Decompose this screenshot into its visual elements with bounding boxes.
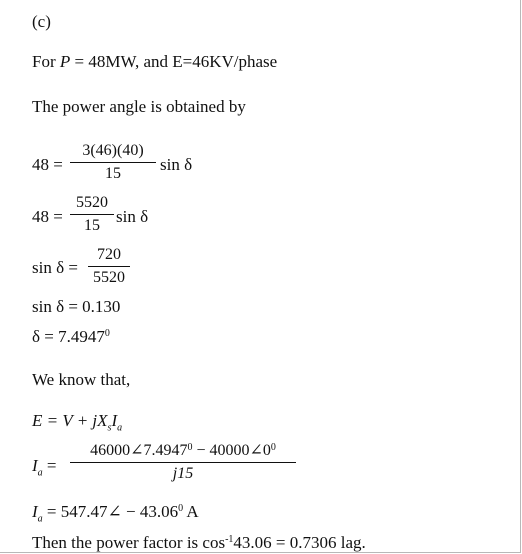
intro-line: The power angle is obtained by: [32, 97, 246, 116]
eq1-rhs: sin δ: [160, 155, 193, 174]
eq1-lhs: 48 =: [32, 155, 63, 174]
eq8-val: = 547.47∠ − 43.06: [46, 502, 179, 521]
given-p-eq: = 48MW, and E=46KV/phase: [74, 52, 278, 71]
eq1-denominator: 15: [105, 165, 121, 182]
eq6-e: E: [32, 411, 43, 430]
eq1-numerator: 3(46)(40): [82, 142, 144, 159]
conclusion-rest: 43.06 = 0.7306 lag.: [233, 533, 366, 552]
eq7-sub-a: a: [37, 467, 43, 479]
eq7-sup2: 0: [270, 442, 276, 453]
eq7-num-a: 46000∠7.4947: [90, 442, 188, 459]
given-prefix: For: [32, 52, 56, 71]
eq8-unit: A: [183, 502, 199, 521]
eq2-lhs: 48 =: [32, 207, 63, 226]
given-line: [32, 52, 277, 72]
eq1-fraction: [70, 142, 156, 183]
eq7-sup1: 0: [187, 442, 193, 453]
eq5-line: [32, 327, 110, 347]
eq6-line: [32, 411, 122, 438]
eq8-i: I: [32, 502, 38, 521]
eq8-sub-a: a: [37, 513, 43, 525]
eq7-fraction: [70, 442, 296, 483]
conclusion-sup: -1: [225, 534, 234, 545]
eq7-i: I: [32, 456, 38, 475]
eq2-denominator: 15: [84, 217, 100, 234]
eq3-numerator: 720: [97, 246, 121, 263]
eq3-lhs: sin δ =: [32, 258, 78, 277]
eq8-line: [32, 502, 199, 529]
eq6-sub-s: s: [107, 422, 112, 434]
eq4-line: sin δ = 0.130: [32, 297, 121, 316]
eq2-rhs: sin δ: [116, 207, 149, 226]
part-label: (c): [32, 12, 51, 31]
eq7-denominator: j15: [172, 465, 194, 482]
conclusion-line: [32, 533, 366, 553]
eq6-sub-a: a: [117, 422, 123, 434]
know-line: We know that,: [32, 370, 131, 389]
eq6-eqpart: = V + jX: [46, 411, 108, 430]
eq8-sup: 0: [178, 503, 184, 514]
eq7-num-b: − 40000∠0: [192, 442, 271, 459]
eq5-sup: 0: [104, 328, 110, 339]
eq7-eq: =: [46, 456, 57, 475]
eq3-fraction: [88, 246, 130, 287]
eq2-fraction: [70, 194, 114, 235]
given-p-var: P: [59, 52, 71, 71]
eq6-i: I: [111, 411, 118, 430]
conclusion-text: Then the power factor is cos: [32, 533, 226, 552]
eq3-denominator: 5520: [93, 269, 125, 286]
eq5-base: δ = 7.4947: [32, 327, 105, 346]
eq7-lhs: [32, 456, 57, 483]
eq2-numerator: 5520: [76, 194, 108, 211]
eq7-numerator: [70, 442, 296, 460]
